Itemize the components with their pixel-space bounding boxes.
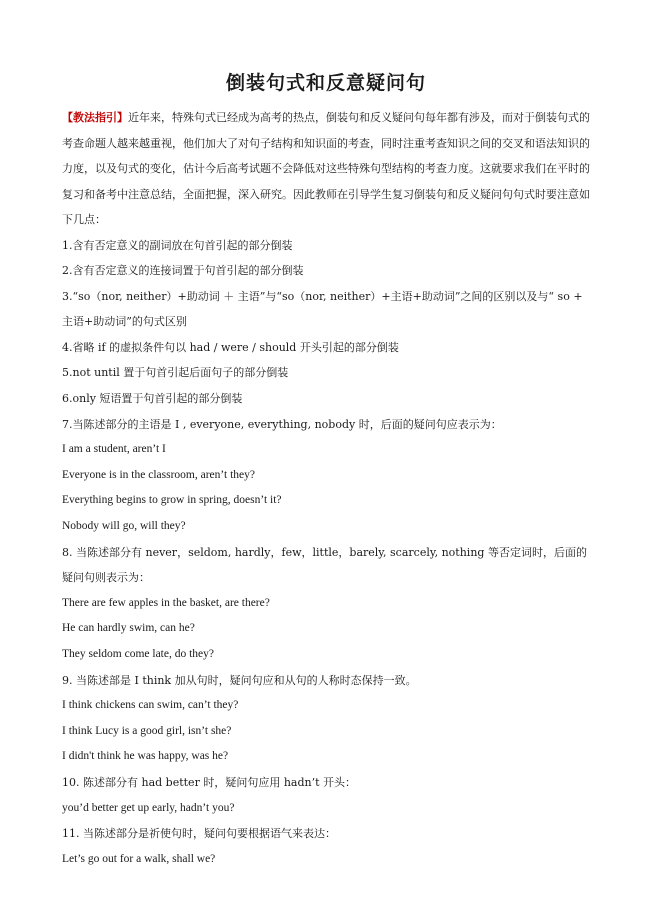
point-7: 7.当陈述部分的主语是 I , everyone, everything, nobody 时，后面的疑问句应表示为： (62, 417, 502, 431)
point-4: 4.省略 if 的虚拟条件句以 had / were / should 开头引起的部分倒装 (62, 340, 399, 354)
example-line: He can hardly swim, can he? (62, 622, 195, 635)
intro-text: 近年来，特殊句式已经成为高考的热点，倒装句和反义疑问句每年都有涉及，而对于倒装句式的考查命题人越来越重视，他们加大了对句子结构和知识面的考查，同时注重考查知识之间的交叉和语法知识的力度，以及句式的变化，估计今后高考试题不会降低对这些特殊句型结构的考查力度。这就要求我们在平时的复习和备考中注意总结，全面把握，深入研究。因此教师在引导学生复习倒装句和反义疑问句句式时要注意如下几点： (62, 111, 590, 226)
example-line: I didn't think he was happy, was he? (62, 750, 229, 763)
point-5: 5.not until 置于句首引起后面句子的部分倒装 (62, 366, 289, 380)
point-10: 10. 陈述部分有 had better 时，疑问句应用 hadn’t 开头： (62, 775, 357, 789)
point-2: 2.含有否定意义的连接词置于句首引起的部分倒装 (62, 264, 304, 278)
example-line: Nobody will go, will they? (62, 520, 186, 533)
point-1: 1.含有否定意义的副词放在句首引起的部分倒装 (62, 238, 293, 252)
example-line: Everyone is in the classroom, aren’t they? (62, 468, 255, 481)
example-line: I think Lucy is a good girl, isn’t she? (62, 724, 232, 737)
point-11: 11. 当陈述部分是祈使句时，疑问句要根据语气来表达： (62, 827, 336, 841)
page-title: 倒装句式和反意疑问句 (225, 72, 426, 94)
example-line: They seldom come late, do they? (62, 648, 215, 660)
example-line: There are few apples in the basket, are there? (62, 596, 270, 609)
example-line: you’d better get up early, hadn’t you? (62, 801, 235, 814)
intro-tag: 【教法指引】 (62, 111, 128, 124)
intro-paragraph (62, 105, 590, 233)
point-6: 6.only 短语置于句首引起的部分倒装 (62, 392, 243, 406)
example-line: I think chickens can swim, can’t they? (62, 699, 239, 712)
point-9: 9. 当陈述部是 I think 加从句时，疑问句应和从句的人称时态保持一致。 (62, 673, 417, 687)
point-3: 3.“so（nor, neither）+助动词 ＋ 主语”与“so（nor, neither）+主语+助动词”之间的区别以及与“ so + 主语+助动词”的句式区别 (62, 289, 583, 329)
example-line: Let’s go out for a walk, shall we? (62, 852, 216, 865)
point-8: 8. 当陈述部分有 never，seldom, hardly，few，little，barely, scarcely, nothing 等否定词时，后面的疑问句则表示为： (62, 545, 587, 585)
example-line: I am a student, aren’t I (62, 443, 166, 456)
example-line: Everything begins to grow in spring, doesn’t it? (62, 494, 282, 507)
